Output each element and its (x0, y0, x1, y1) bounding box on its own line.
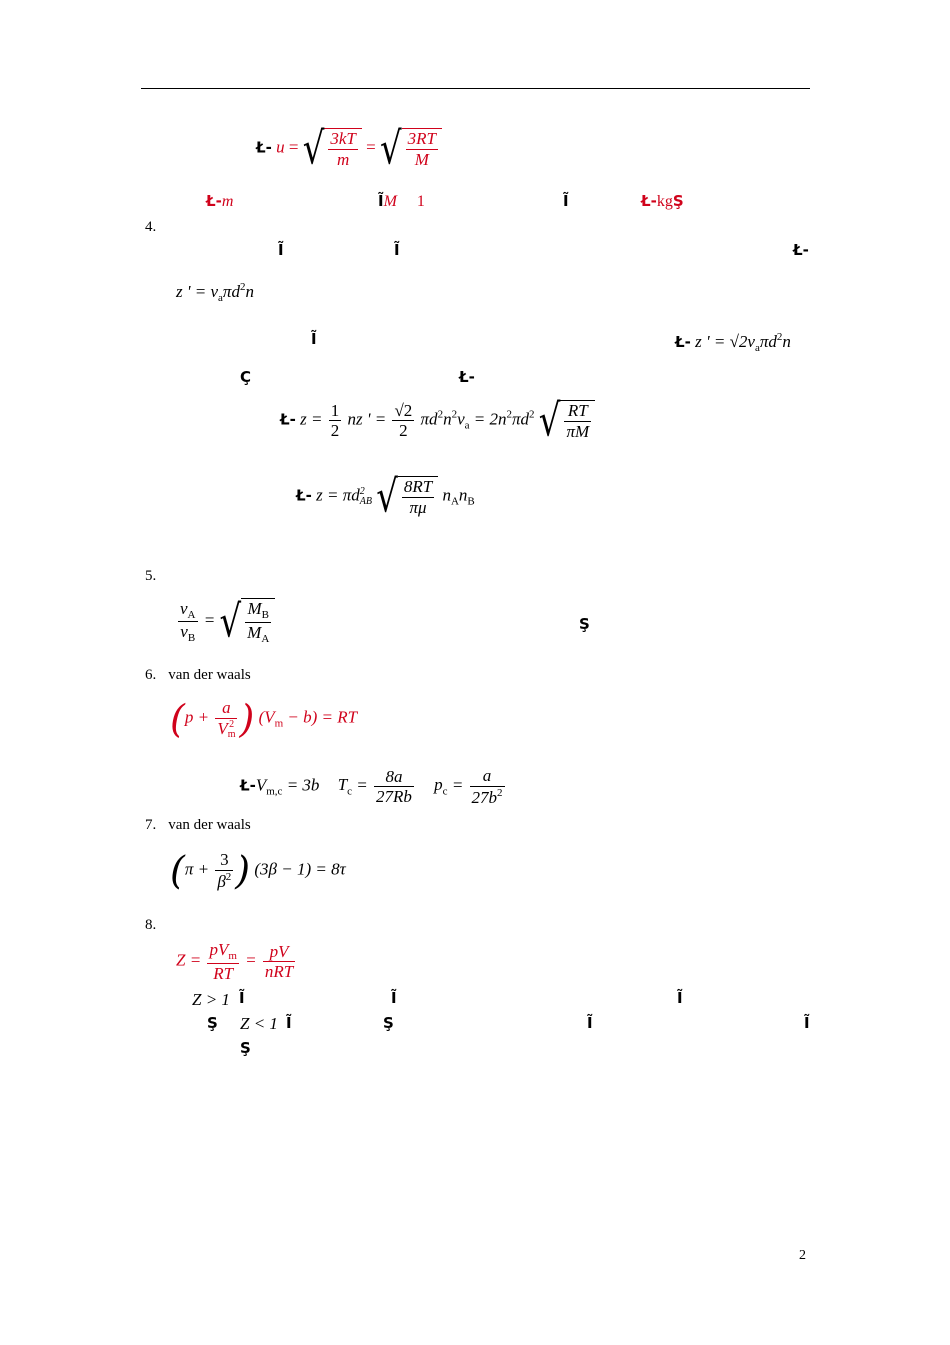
page-number: 2 (799, 1248, 806, 1263)
compressibility-equation: Z = $\frac{pV_m}{RT}$ = $\frac{pV}{\text{nRT}}$ (176, 940, 294, 983)
collision-frequency-eq2: Ł- z ' = $√2v_a\pi d^2n$ (675, 331, 791, 354)
item-6: 6. van der waals (145, 667, 251, 683)
item-8-number: 8. (145, 917, 157, 933)
collision-frequency-eq1: z ' = $v_a\pi d^2n$ (176, 281, 254, 304)
van-der-waals-equation: (p + a V 2 m ) $(V_m - b)$ = RT (170, 696, 358, 741)
molar-mass-text: ĨM 1 (378, 192, 425, 210)
critical-constants-equation: $Ł-V_{m,c} = 3b$ $T_c$ = $\frac{8a}{27Rb}$ $p_c$ = $\frac{a}{27b^2}$ (240, 766, 503, 807)
kg-unit: Ł-kgŞ (641, 192, 684, 210)
z-greater-than-one: Z > 1 (192, 990, 230, 1009)
header-rule (141, 88, 810, 89)
rms-speed-equation: Ł- u = √ $\frac{3kT}{m}$ = √ $\frac{3RT}{M}$ (256, 128, 442, 169)
mass-line: Ł-m (206, 192, 234, 210)
z-less-than-one: Z < 1 (240, 1014, 278, 1033)
box-glyph: Ĩ (563, 192, 569, 210)
mixed-collision-equation: Ł- z = πd 2 AB √ $\frac{8RT}{\pi\mu}$ $n_An_B$ (296, 470, 475, 523)
collision-number-equation: Ł- z = $\frac{1}{2}$ nz ' = $\frac{√2}{2}$ $\pi d^2n^2v_a = 2n^2\pi d^2$ √ $\frac{RT}{\pi M}$ (280, 400, 595, 441)
item-7: 7. van der waals (145, 817, 251, 833)
marker-glyph: Ł- (256, 138, 272, 157)
item-4-number: 4. (145, 219, 157, 235)
reduced-vdw-equation: (π + $\frac{3}{\beta^2}$ ) (3β − 1) = 8τ (170, 848, 346, 893)
item-5-number: 5. (145, 568, 157, 584)
graham-law-equation: $\frac{v_A}{v_B}$ = √ $\frac{M_B}{M_A}$ (176, 598, 275, 645)
